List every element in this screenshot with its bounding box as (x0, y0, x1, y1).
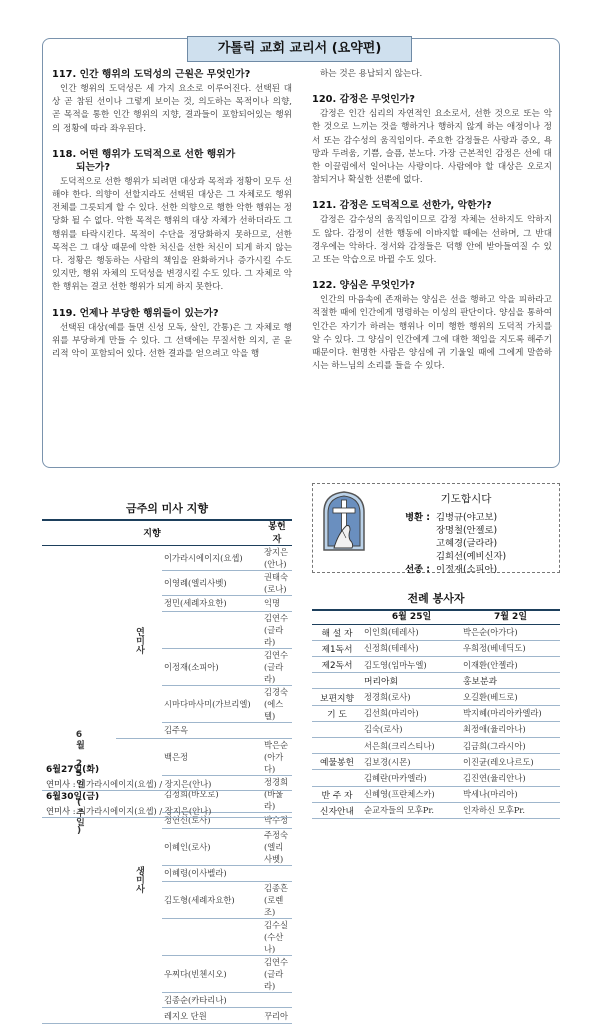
server-week-1: 서은희(크리스티나) (362, 738, 461, 754)
server-week-1: 김보경(시몬) (362, 754, 461, 770)
question-122: 122. 양심은 무엇인가? (312, 280, 415, 292)
prayer-sick-row-3 (388, 535, 497, 549)
answer-119-continued (312, 68, 552, 81)
mass-intent: 김정희(바오로) (162, 775, 262, 812)
server-row (312, 802, 560, 818)
header-role (312, 608, 362, 624)
sick-label: 병환 : (405, 512, 430, 523)
mass-intent: 정연신(로사) (162, 812, 262, 828)
liturgy-servers-table (312, 608, 560, 819)
header-date-2: 7월 2일 (461, 608, 560, 624)
server-week-2: 인자하신 모후Pr. (461, 802, 560, 818)
mass-intent: 백은정 (162, 738, 262, 775)
server-week-2: 김진연(율리안나) (461, 770, 560, 786)
catechism-left-column (52, 68, 292, 373)
answer-119: 선택된 대상(예를 들면 신성 모독, 살인, 간통)은 그 자체로 행위를 부당하게 만들 수 있다. 그 선택에는 무질서한 의지, 곧 윤리적 악이 포함되어 있다. 선한 결과를 얻으려고 악을 행 (52, 322, 292, 360)
qa-118 (52, 148, 292, 295)
mass-offerer: 김연수(글라라) (262, 955, 292, 992)
mass-offerer (262, 865, 292, 881)
question-120: 120. 감정은 무엇인가? (312, 94, 415, 106)
mass-offerer: 정경희(바울라) (262, 775, 292, 812)
died-label: 선종 : (405, 564, 430, 575)
server-week-2: 박은순(아가다) (461, 624, 560, 640)
answer-120: 감정은 인간 심리의 자연적인 요소로서, 선한 것으로 또는 악한 것으로 느끼는 것을 행하거나 행하지 않게 하는 애정이나 정서 또는 감수성의 움직임이다. 주요한 감정들은 사랑과 증오, 욕망과 두려움, 기쁨, 슬픔, 분노다. 가장 근본적인 감정은 선에 대한 이끌림에서 일어나는 사랑이다. 사람에야 할 대상은 오로지 참되거나 확실한 선뿐에 없다. (312, 109, 552, 186)
server-week-2: 홍보분과 (461, 673, 560, 689)
server-week-2: 오길환(베드로) (461, 689, 560, 705)
server-role (312, 770, 362, 786)
server-week-1: 김숙(로사) (362, 721, 461, 737)
header-intent: 지향 (42, 519, 262, 546)
weekday-line-1 (42, 777, 292, 791)
header-offerer: 봉헌자 (262, 519, 292, 546)
mass-intent: 이영례(엘리사벳) (162, 571, 262, 596)
weekday-date-2: 6월30일(금) (46, 792, 100, 802)
weekday-date-1: 6월27일(화) (46, 765, 100, 775)
mass-row (42, 546, 292, 571)
server-role: 해 설 자 (312, 624, 362, 640)
liturgy-servers-title: 전례 봉사자 (312, 590, 560, 611)
qa-120 (312, 93, 552, 187)
question-118-line1: 118. 어떤 행위가 도덕적으로 선한 행위가 (52, 148, 236, 160)
server-role: 보편지향 (312, 689, 362, 705)
mass-offerer: 김수실(수산나) (262, 918, 292, 955)
weekday-masses (42, 764, 292, 818)
server-row (312, 770, 560, 786)
requiem-mass-label: 연미사 (134, 626, 144, 654)
question-118-line2: 되는가? (76, 161, 111, 173)
weekday-text-1: : 이가라시에이지(요셉) / 장지은(안나) (72, 779, 212, 789)
mass-offerer (262, 992, 292, 1008)
prayer-sick-row-1 (388, 509, 497, 523)
server-role: 기 도 (312, 705, 362, 721)
server-row (312, 721, 560, 737)
server-week-2: 이재환(안젤라) (461, 657, 560, 673)
mass-intent: 우찌다(빈첸시오) (162, 955, 262, 992)
answer-117: 인간 행위의 도덕성은 세 가지 요소로 이루어진다. 선택된 대상 곧 참된 선이나 그렇게 보이는 것, 의도하는 목적이나 의향, 곧 목적을 통한 인간 행위의 지향, 결과들이 포함되어있는 행위의 정황에 따라 좌우된다. (52, 84, 292, 134)
server-week-1: 김도영(임마누엘) (362, 657, 461, 673)
qa-119 (52, 307, 292, 362)
sick-name-1: 김병규(야고보) (436, 512, 498, 523)
answer-119-continuation: 하는 것은 용납되지 않는다. (320, 69, 423, 79)
mass-offerer: 김종흔(로렌조) (262, 881, 292, 918)
prayer-title: 기도합시다 (440, 493, 492, 505)
died-name: 이정재(소피아) (436, 564, 498, 575)
server-week-2: 이진균(레오나르도) (461, 754, 560, 770)
server-row (312, 673, 560, 689)
mass-offerer: 권태숙(로나) (262, 571, 292, 596)
server-row (312, 754, 560, 770)
qa-122 (312, 279, 552, 373)
weekday-text-2: : 이가라시에이지(요셉) / 장지은(안나) (72, 806, 212, 816)
server-row (312, 640, 560, 656)
mass-intent: 정민(세례자요한) (162, 596, 262, 612)
mass-offerer: 김경숙(에스텔) (262, 685, 292, 722)
question-118 (52, 148, 292, 174)
mass-offerer: 주정숙(엘리사벳) (262, 828, 292, 865)
server-role: 신자안내 (312, 802, 362, 818)
catechism-right-column (312, 68, 552, 385)
mass-intent: 김주옥 (162, 722, 262, 738)
server-row (312, 689, 560, 705)
server-role: 제1독서 (312, 640, 362, 656)
mass-intent: 김도형(세례자요한) (162, 881, 262, 918)
server-row (312, 738, 560, 754)
mass-intent (162, 611, 262, 648)
server-row (312, 657, 560, 673)
server-role (312, 721, 362, 737)
mass-offerer: 박수정 (262, 812, 292, 828)
server-week-1: 신정희(테레사) (362, 640, 461, 656)
server-role (312, 673, 362, 689)
mass-offerer: 장지은(안나) (262, 546, 292, 571)
mass-offerer: 박은순(아가다) (262, 738, 292, 775)
server-row (312, 705, 560, 721)
mass-table-header (42, 519, 292, 546)
server-week-2: 박세나(마리아) (461, 786, 560, 802)
server-week-1: 신혜영(프란체스카) (362, 786, 461, 802)
qa-117 (52, 68, 292, 136)
qa-121 (312, 199, 552, 267)
mass-intent: 이혜령(이사벨라) (162, 865, 262, 881)
server-week-2: 우희정(베네딕도) (461, 640, 560, 656)
weekday-kind-2: 연미사 (46, 806, 71, 816)
weekday-line-2 (42, 804, 292, 818)
prayer-died-row (388, 561, 497, 575)
mass-intent: 이정재(소피아) (162, 648, 262, 685)
server-role: 반 주 자 (312, 786, 362, 802)
catechism-title: 가톨릭 교회 교리서 (요약편) (187, 36, 412, 62)
mass-intent: 시마다마사미(가브리엘) (162, 685, 262, 722)
mass-intent: 이가라시에이지(요셉) (162, 546, 262, 571)
prayer-sick-row-2 (388, 522, 497, 536)
server-role (312, 738, 362, 754)
mass-intent: 레지오 단원 (162, 1008, 262, 1024)
mass-offerer: 김연수(글라라) (262, 648, 292, 685)
answer-122: 인간의 마음속에 존재하는 양심은 선을 행하고 악을 피하라고 적절한 때에 인간에게 명령하는 이성의 판단이다. 양심을 통하여 인간은 자기가 하려는 행위나 이미 행한 행위의 도덕적 가치를 알 수 있다. 그 양심이 인간에게 그에 대한 책임을 지도록 해주기 때문이다. 현명한 사람은 양심에 귀 기울일 때에 그에게 말씀하시는 하느님의 소리를 들을 수 있다. (312, 295, 552, 372)
server-week-2: 김금희(그라시아) (461, 738, 560, 754)
server-week-2: 박지혜(마리아카엘라) (461, 705, 560, 721)
server-week-1: 김혜란(마카엘라) (362, 770, 461, 786)
server-week-1: 머리아회 (362, 673, 461, 689)
server-week-1: 김선희(마리아) (362, 705, 461, 721)
server-week-2: 최정애(율리아나) (461, 721, 560, 737)
mass-offerer: 김연수(글라라) (262, 611, 292, 648)
server-week-1: 이인희(테레사) (362, 624, 461, 640)
question-117: 117. 인간 행위의 도덕성의 근원은 무엇인가? (52, 69, 251, 80)
mass-date-label: 6월 25일 (주일) (74, 730, 84, 837)
answer-121: 감정은 감수성의 움직임이므로 감정 자체는 선하지도 악하지도 않다. 감정이 선한 행동에 이바지할 때에는 선하며, 그 반대 경우에는 악하다. 정서와 감정들은 덕행 안에 받아들여질 수 있고 또는 악습으로 바뀔 수도 있다. (312, 215, 552, 266)
answer-118: 도덕적으로 선한 행위가 되려면 대상과 목적과 정황이 모두 선해야 한다. 의향이 선할지라도 선택된 대상은 그 자체로도 행위 전체를 그릇되게 할 수 있다. 선한 의향으로 행한 악한 행위는 정당화 될 수 없다. 악한 목적은 행위의 대상 자체가 선하더라도 그 행위를 타락시킨다. 목적이 수단을 정당화하지 못하므로, 선한 목적은 그 대상 때문에 악한 처신을 선한 처신이 되게 하지 않는다. 정황은 행동하는 사람의 책임을 완화하거나 증가시킬 수도 있지만, 행위 자체의 도덕성을 변경시킬 수도 있다. 그 자체로 악한 행위는 결코 선한 행위가 되게 하지 못한다. (52, 176, 292, 293)
servers-table-header (312, 608, 560, 624)
weekday-kind-1: 연미사 (46, 779, 71, 789)
requiem-mass-cell (116, 546, 162, 739)
mass-offerer: 익명 (262, 596, 292, 612)
mass-intent: 이혜인(로사) (162, 828, 262, 865)
mass-offerer (262, 722, 292, 738)
question-119: 119. 언제나 부당한 행위들이 있는가? (52, 307, 219, 319)
server-week-1: 순교자들의 모후Pr. (362, 802, 461, 818)
server-role: 제2독서 (312, 657, 362, 673)
sick-name-2: 장명철(안젤로) (436, 525, 498, 536)
server-row (312, 624, 560, 640)
server-role: 예물봉헌 (312, 754, 362, 770)
mass-intentions-title: 금주의 미사 지향 (42, 500, 292, 521)
mass-intent (162, 918, 262, 955)
server-row (312, 786, 560, 802)
mass-offerer: 꾸리아 (262, 1008, 292, 1024)
server-week-1: 정경희(로사) (362, 689, 461, 705)
sick-name-3: 고혜경(글라라) (436, 538, 498, 549)
question-121: 121. 감정은 도덕적으로 선한가, 악한가? (312, 200, 492, 212)
living-mass-label: 생미사 (134, 866, 144, 894)
header-date-1: 6월 25일 (362, 608, 461, 624)
prayer-sick-row-4 (388, 548, 506, 562)
mass-intent: 김종순(카타리나) (162, 992, 262, 1008)
sick-name-4: 김희선(예비신자) (436, 551, 507, 562)
servers-table-body (312, 624, 560, 818)
